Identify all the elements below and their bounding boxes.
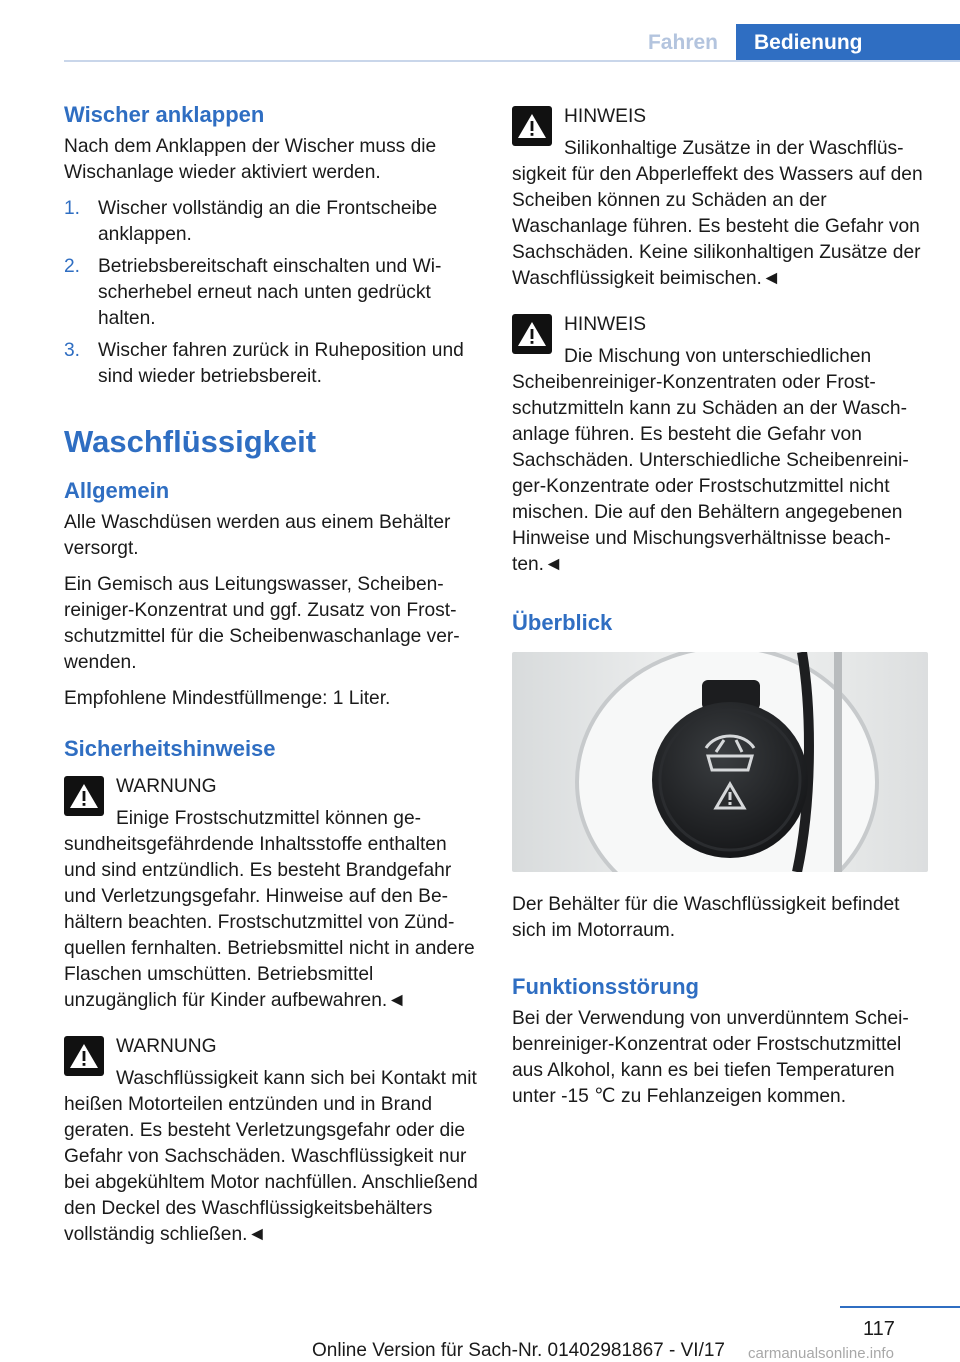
warning-triangle-icon bbox=[64, 776, 104, 816]
wischer-intro: Nach dem Anklappen der Wischer muss die Wischanlage wieder aktiviert werden. bbox=[64, 136, 437, 183]
step-text: Wischer fahren zurück in Ruheposition und sind wieder betriebsbereit. bbox=[98, 340, 464, 387]
header-rule bbox=[64, 60, 960, 62]
step-number: 1. bbox=[64, 198, 81, 219]
section-title-ueberblick: Überblick bbox=[512, 610, 613, 635]
right-column bbox=[512, 104, 928, 1120]
header-tab-fahren: Fahren bbox=[647, 31, 718, 54]
washer-fluid-cap-photo bbox=[512, 652, 928, 872]
step-text: Betriebsbereitschaft einschalten und Wischerhebel erneut nach unten gedrückt halten. bbox=[98, 256, 442, 329]
section-title-allgemein: Allgemein bbox=[64, 478, 170, 503]
section-title-sicherheitshinweise: Sicherheitshinweise bbox=[64, 736, 276, 761]
note-block bbox=[512, 104, 928, 292]
step-number: 2. bbox=[64, 256, 81, 277]
steps-list bbox=[64, 196, 478, 390]
section-title-wischer-anklappen: Wischer anklappen bbox=[64, 102, 265, 127]
left-column bbox=[64, 100, 478, 1268]
page-number: 117 bbox=[863, 1318, 895, 1340]
note-block bbox=[512, 312, 928, 578]
header-tab-bedienung: Bedienung bbox=[736, 24, 960, 62]
warning-triangle-icon bbox=[64, 1036, 104, 1076]
note-label: HINWEIS bbox=[564, 314, 647, 335]
warning-triangle-icon bbox=[512, 314, 552, 354]
photo-caption: Der Behälter für die Waschflüssigkeit befindet sich im Motorraum. bbox=[512, 894, 900, 941]
step-text: Wischer vollständig an die Frontscheibe anklappen. bbox=[98, 198, 438, 245]
online-version-note: Online Version für Sach-Nr. 01402981867 - VI/17 bbox=[312, 1340, 725, 1361]
warning-label: WARNUNG bbox=[116, 1036, 217, 1057]
warning-block bbox=[64, 1034, 478, 1248]
main-title-waschfluessigkeit: Waschflüssigkeit bbox=[64, 424, 317, 459]
general-paragraph: Empfohlene Mindestfüllmenge: 1 Liter. bbox=[64, 688, 391, 709]
note-label: HINWEIS bbox=[564, 106, 647, 127]
note-text: Silikonhaltige Zusätze in der Waschflüssigkeit für den Abperleffekt des Wassers auf den Scheiben können zu Schäden an der Waschanlage führen. Es besteht die Gefahr von Sachschäden. Keine silikonhaltigen Zusätze der Waschflüssigkeit beimischen.◄ bbox=[512, 138, 923, 289]
fault-paragraph: Bei der Verwendung von unverdünntem Scheibenreiniger-Konzentrat oder Frostschutzmittel aus Alkohol, kann es bei tiefen Temperaturen unter -15 ℃ zu Fehlanzeigen kommen. bbox=[512, 1008, 909, 1107]
note-text: Die Mischung von unterschiedlichen Scheibenreiniger-Konzentraten oder Frostschutzmitteln kann zu Schäden an der Waschanlage führen. Es besteht die Gefahr von Sachschäden. Unterschiedliche Scheibenreiniger-Konzentrate oder Frostschutzmittel nicht mischen. Die auf den Behältern angegebenen Hinweise und Mischungsverhältnisse beachten.◄ bbox=[512, 346, 909, 575]
list-item bbox=[64, 338, 478, 390]
warning-triangle-icon bbox=[512, 106, 552, 146]
warning-text: Waschflüssigkeit kann sich bei Kontakt mit heißen Motorteilen entzünden und in Brand geraten. Es besteht Verletzungsgefahr oder die Gefahr von Sachschäden. Waschflüssigkeit nur bei abgekühltem Motor nachfüllen. Anschließend den Deckel des Waschflüssigkeitsbehälters vollständig schließen.◄ bbox=[64, 1068, 478, 1245]
watermark: carmanualsonline.info bbox=[748, 1345, 894, 1362]
step-number: 3. bbox=[64, 340, 81, 361]
warning-block bbox=[64, 774, 478, 1014]
list-item bbox=[64, 196, 478, 248]
section-title-funktionsstoerung: Funktionsstörung bbox=[512, 974, 699, 999]
list-item bbox=[64, 254, 478, 332]
general-paragraph: Alle Waschdüsen werden aus einem Behälter versorgt. bbox=[64, 512, 451, 559]
warning-text: Einige Frostschutzmittel können gesundheitsgefährdende Inhaltsstoffe enthalten und sind entzündlich. Es besteht Brandgefahr und Verletzungsgefahr. Hinweise auf den Behältern beachten. Frostschutzmittel von Zündquellen fernhalten. Betriebsmittel nicht in andere Flaschen umschütten. Betriebsmittel unzugänglich für Kinder aufbewahren.◄ bbox=[64, 808, 475, 1011]
general-paragraph: Ein Gemisch aus Leitungswasser, Scheibenreiniger-Konzentrat und ggf. Zusatz von Frostschutzmittel für die Scheibenwaschanlage verwenden. bbox=[64, 574, 460, 673]
footer-rule bbox=[840, 1306, 960, 1308]
warning-label: WARNUNG bbox=[116, 776, 217, 797]
